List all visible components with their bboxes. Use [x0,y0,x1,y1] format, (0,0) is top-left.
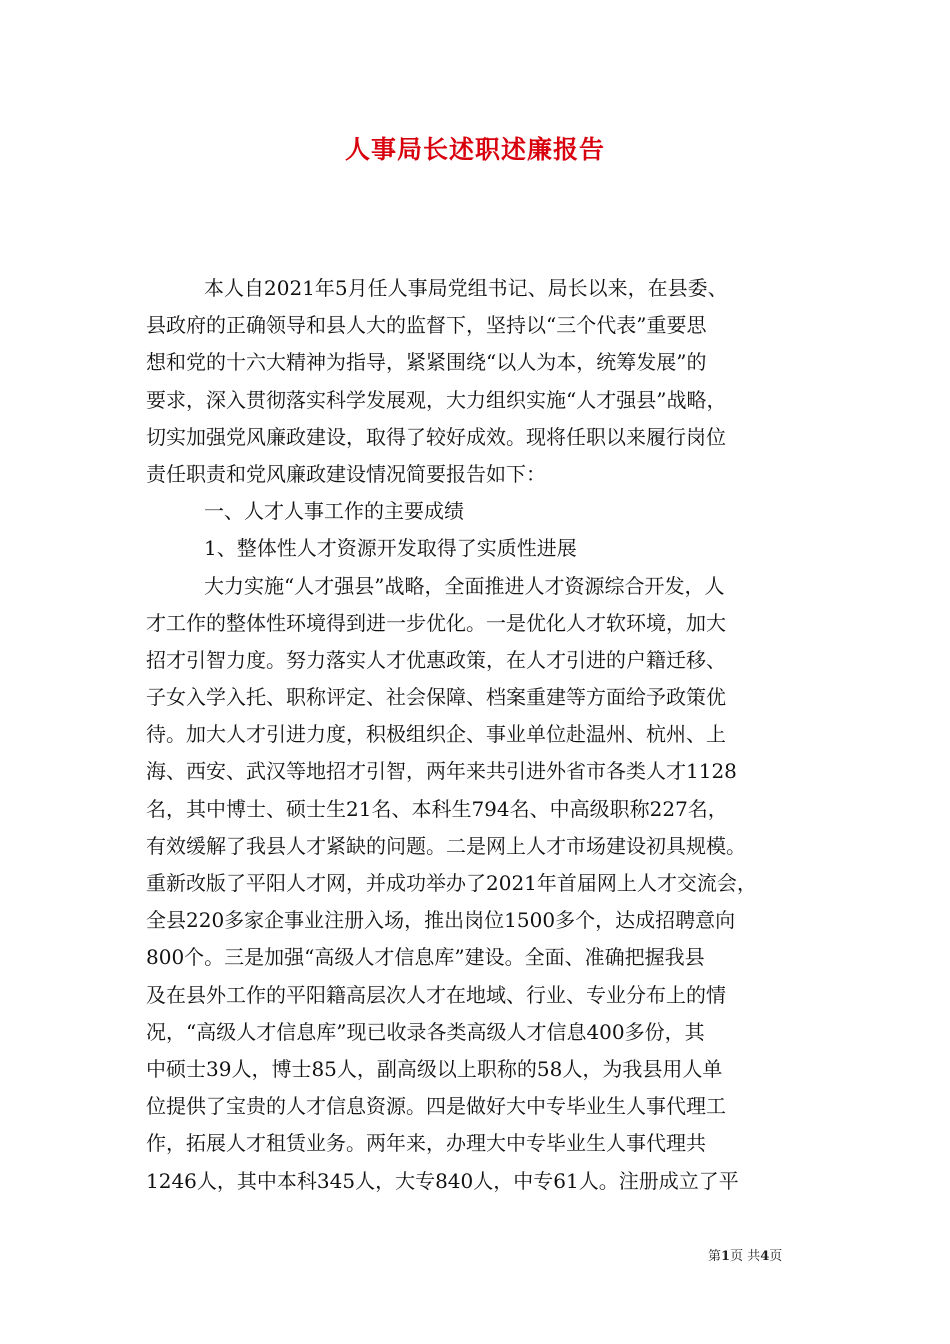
body-line: 要求，深入贯彻落实科学发展观，大力组织实施“人才强县”战略， [146,387,727,412]
body-line: 切实加强党风廉政建设，取得了较好成效。现将任职以来履行岗位 [146,424,726,449]
body-line: 大力实施“人才强县”战略，全面推进人才资源综合开发，人 [204,573,725,598]
body-line: 名，其中博士、硕士生21名、本科生794名、中高级职称227名， [146,796,728,821]
body-line: 招才引智力度。努力落实人才优惠政策，在人才引进的户籍迁移、 [146,647,726,672]
footer-suffix: 页 [769,1249,783,1264]
footer-prefix: 第 [708,1249,722,1264]
page-footer [708,1248,782,1266]
body-line: 及在县外工作的平阳籍高层次人才在地域、行业、专业分布上的情 [146,982,726,1007]
footer-total-pages: 4 [760,1249,770,1264]
body-line: 重新改版了平阳人才网，并成功举办了2021年首届网上人才交流会， [146,871,757,895]
body-line: 才工作的整体性环境得到进一步优化。一是优化人才软环境，加大 [146,610,726,635]
body-line: 想和党的十六大精神为指导，紧紧围绕“以人为本，统筹发展”的 [146,350,707,375]
body-line: 有效缓解了我县人才紧缺的问题。二是网上人才市场建设初具规模。 [146,833,746,858]
footer-middle: 页 共 [730,1249,761,1264]
document-title: 人事局长述职述廉报告 [344,135,605,164]
body-line: 子女入学入托、职称评定、社会保障、档案重建等方面给予政策优 [146,685,726,710]
body-line: 本人自2021年5月任人事局党组书记、局长以来，在县委、 [204,276,728,300]
body-line: 位提供了宝贵的人才信息资源。四是做好大中专毕业生人事代理工 [146,1094,726,1119]
body-line: 1246人，其中本科345人，大专840人，中专61人。注册成立了平 [146,1168,739,1193]
body-line: 作，拓展人才租赁业务。两年来，办理大中专毕业生人事代理共 [146,1131,706,1156]
body-line: 待。加大人才引进力度，积极组织企、事业单位赴温州、杭州、上 [146,722,726,747]
body-line: 况，“高级人才信息库”现已收录各类高级人才信息400多份，其 [146,1019,705,1044]
body-line: 县政府的正确领导和县人大的监督下，坚持以“三个代表”重要思 [146,313,707,338]
body-line: 海、西安、武汉等地招才引智，两年来共引进外省市各类人才1128 [146,759,737,784]
body-line: 800个。三是加强“高级人才信息库”建设。全面、准确把握我县 [146,945,705,970]
body-line: 全县220多家企事业注册入场，推出岗位1500多个，达成招聘意向 [146,908,736,933]
document-body [146,270,806,1200]
subsection-heading: 1、整体性人才资源开发取得了实质性进展 [204,536,577,561]
footer-page-number: 1 [721,1249,731,1264]
body-line: 中硕士39人，博士85人，副高级以上职称的58人，为我县用人单 [146,1056,723,1081]
body-line: 责任职责和党风廉政建设情况简要报告如下： [146,461,546,486]
section-heading: 一、人才人事工作的主要成绩 [204,499,464,524]
